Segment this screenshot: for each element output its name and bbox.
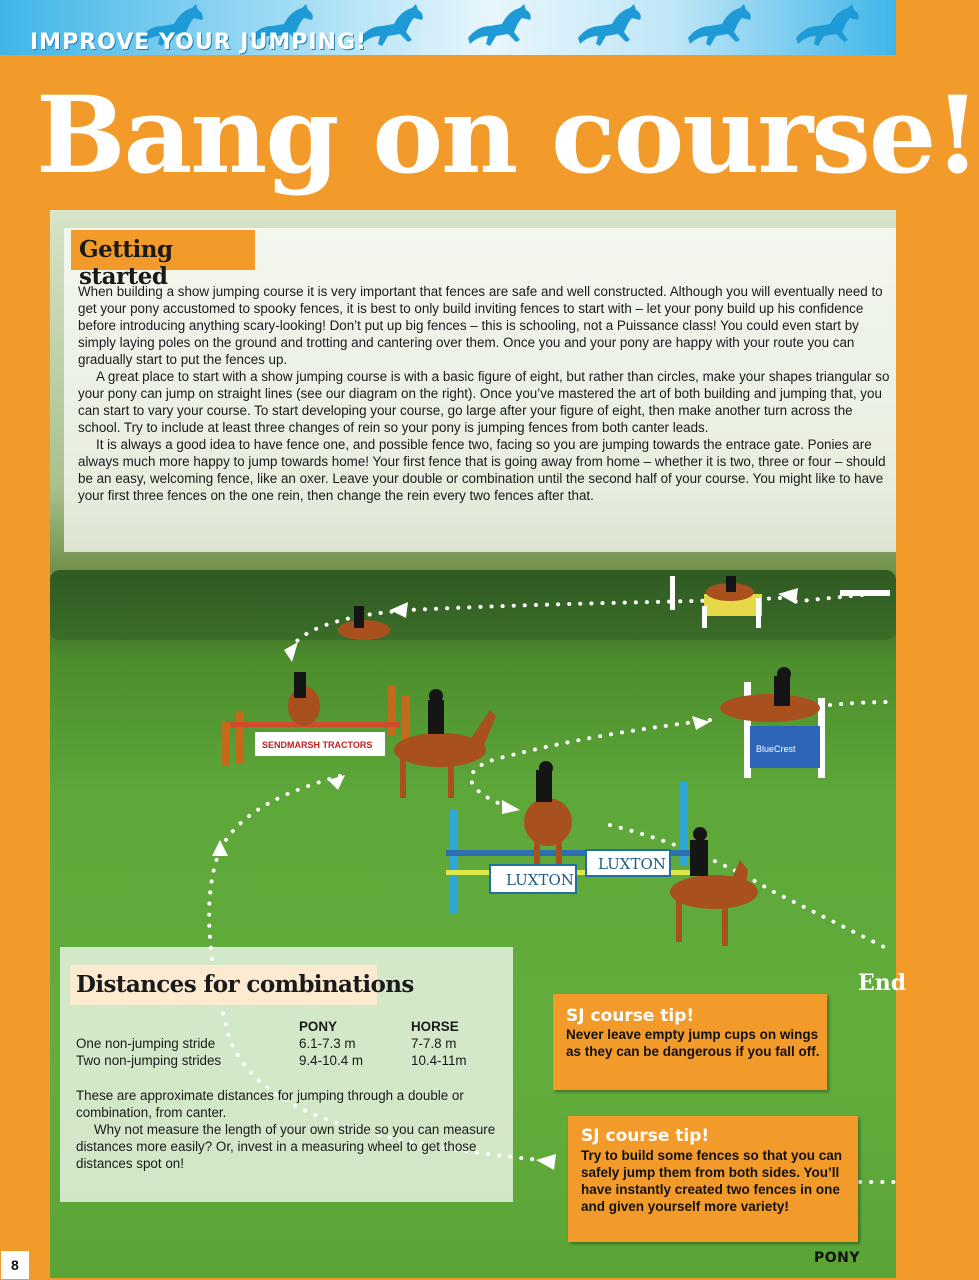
tip-title: SJ course tip! — [581, 1126, 710, 1146]
table-header-cell: HORSE — [411, 1019, 459, 1034]
distances-heading: Distances for combinations — [76, 971, 414, 998]
horse-icon — [688, 4, 751, 46]
page-headline: Bang on course! — [36, 72, 979, 197]
horse-icon — [360, 4, 423, 46]
route-line — [830, 702, 896, 705]
table-cell: 9.4-10.4 m — [299, 1053, 364, 1068]
getting-started-heading: Getting started — [79, 236, 173, 290]
fence — [446, 782, 696, 914]
top-banner — [0, 0, 896, 55]
magazine-logo: PONY — [814, 1250, 861, 1266]
table-header-row — [76, 1018, 506, 1035]
page-number-box — [0, 1250, 30, 1280]
sponsor-board: SENDMARSH TRACTORS — [262, 740, 373, 750]
body-paragraph: Why not measure the length of your own stride so you can measure distances more easily? Or, invest in a measuring wheel to get those distances spot on! — [76, 1122, 496, 1171]
route-line — [471, 720, 710, 808]
table-row — [76, 1052, 506, 1069]
getting-started-body — [78, 283, 890, 504]
table-cell: Two non-jumping strides — [76, 1053, 222, 1068]
horse-and-rider — [288, 672, 320, 726]
horse-and-rider — [720, 667, 820, 722]
horse-and-rider — [706, 576, 754, 601]
table-cell: 7-7.8 m — [411, 1036, 457, 1051]
tip-box — [568, 1116, 858, 1242]
sponsor-board: LUXTON — [506, 871, 574, 889]
distances-heading-bar — [70, 965, 414, 1005]
table-cell: 6.1-7.3 m — [299, 1036, 356, 1051]
table-cell: 10.4-11m — [411, 1053, 467, 1068]
arrow-icon — [692, 716, 710, 730]
end-label: End — [858, 970, 907, 996]
sponsor-board: LUXTON — [598, 855, 666, 873]
body-paragraph: It is always a good idea to have fence one, and possible fence two, facing so you are jumping towards the entrace gate. Ponies are always much more happy to jump towards home! Your first fence that is going away from home – whether it is two, three or four – should be an easy, welcoming fence, like an oxer. Leave your double or combination until the second half of your course. You might like to have your first three fences on the one rein, then change the rein every two fences after that. — [78, 437, 886, 503]
page-number: 8 — [11, 1257, 19, 1273]
table-header-cell: PONY — [299, 1019, 337, 1034]
body-paragraph: When building a show jumping course it is very important that fences are safe and well constructed. Although you will eventually need to get your pony accustomed to spooky fences, it is best to only build inviting fences to start with – let your pony build up his confidence before introducing anything scary-looking! Don’t put up big fences – this is schooling, not a Puissance class! You could even start by simply laying poles on the ground and trotting and cantering over them. Once you and your pony are happy with your route you can gradually start to put the fences up. — [78, 284, 883, 367]
horse-and-rider — [524, 761, 572, 864]
arrow-icon — [536, 1154, 556, 1170]
arrow-icon — [284, 642, 298, 662]
horse-and-rider — [338, 606, 390, 640]
arrow-icon — [778, 588, 798, 604]
distances-table — [76, 1018, 506, 1069]
horse-icon — [468, 4, 531, 46]
tip-body: Try to build some fences so that you can safely jump them from both sides. You’ll have instantly created two fences in one and given yourself more variety! — [581, 1148, 843, 1214]
horse-icon — [578, 4, 641, 46]
arrow-icon — [502, 800, 520, 814]
route-line — [790, 595, 862, 602]
body-paragraph: These are approximate distances for jumping through a double or combination, from canter. — [76, 1088, 464, 1120]
tip-title: SJ course tip! — [566, 1006, 695, 1026]
table-cell: One non-jumping stride — [76, 1036, 216, 1051]
table-row — [76, 1035, 506, 1052]
arrow-icon — [212, 840, 228, 856]
horse-icon — [796, 4, 859, 46]
body-paragraph: A great place to start with a show jumping course is with a basic figure of eight, but rather than circles, make your shapes triangular so your pony can jump on straight lines (see our diagram on the right). Once you’ve mastered the art of both building and jumping that, you can start to vary your course. To start developing your course, go large after your figure of eight, then make another turn across the school. Try to include at least three changes of rein so your pony is jumping fences from both canter leads. — [78, 369, 890, 435]
distances-body — [76, 1087, 506, 1172]
arrow-icon — [390, 602, 408, 618]
tip-body: Never leave empty jump cups on wings as they can be dangerous if you fall off. — [566, 1027, 820, 1059]
getting-started-heading-bar — [71, 230, 255, 290]
arrow-icon — [328, 775, 345, 790]
sponsor-board: BlueCrest — [756, 744, 796, 754]
tip-box — [553, 994, 827, 1090]
section-title: IMPROVE YOUR JUMPING! — [30, 30, 368, 55]
